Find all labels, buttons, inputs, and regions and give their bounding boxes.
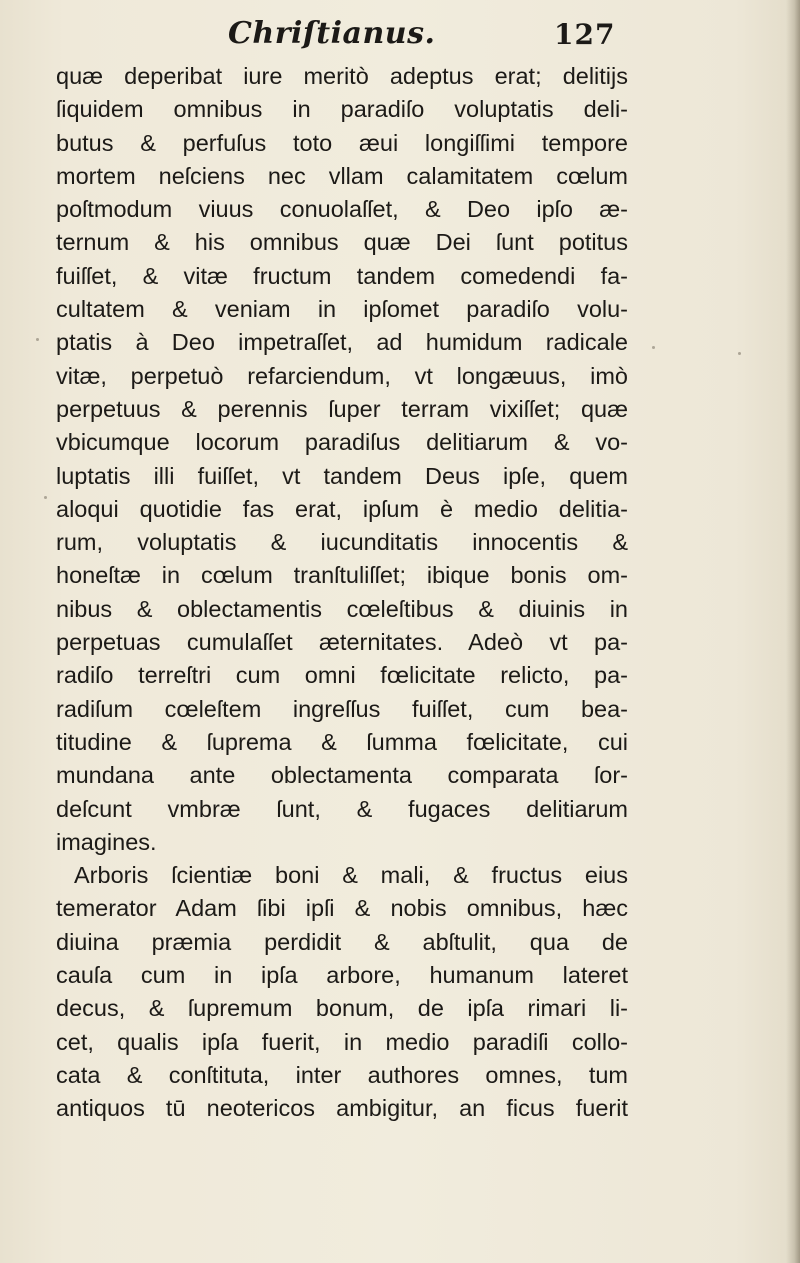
text-line: cultatem & veniam in ipſomet paradiſo volu- [56,296,628,323]
text-line: mortem neſciens nec vllam calamitatem cœlum [56,162,628,189]
text-line: ternum & his omnibus quæ Dei ſunt potitus [56,229,628,256]
text-line: perpetuas cumulaſſet æternitates. Adeò vt pa- [56,629,628,656]
page-edge-shadow [786,0,800,1263]
paragraph-start-line: Arboris ſcientiæ boni & mali, & fructus eius [74,862,628,889]
paper-speck [36,338,39,341]
text-line: temerator Adam ſibi ipſi & nobis omnibus, hæc [56,895,628,922]
page-number: 127 [554,18,616,51]
paper-speck [44,496,47,499]
paragraph-end-line: imagines. [56,828,157,855]
text-line: mundana ante oblectamenta comparata ſor- [56,762,628,789]
page-header [60,12,640,62]
text-line: cet, qualis ipſa fuerit, in medio paradiſi collo- [56,1028,628,1055]
text-line: cauſa cum in ipſa arbore, humanum lateret [56,962,628,989]
text-line: radiſum cœleſtem ingreſſus fuiſſet, cum bea- [56,695,628,722]
text-line: radiſo terreſtri cum omni fœlicitate relicto, pa- [56,662,628,689]
text-line: butus & perfuſus toto æui longiſſimi tempore [56,129,628,156]
body-text [56,60,628,1126]
text-line: rum, voluptatis & iucunditatis innocentis & [56,529,628,556]
text-line: titudine & ſuprema & ſumma fœlicitate, cui [56,728,628,755]
text-line: diuina præmia perdidit & abſtulit, qua de [56,928,628,955]
text-line: vbicumque locorum paradiſus delitiarum & vo- [56,429,628,456]
text-line: decus, & ſupremum bonum, de ipſa rimari li- [56,995,628,1022]
text-line: honeſtæ in cœlum tranſtuliſſet; ibique bonis om- [56,562,628,589]
text-line: quæ deperibat iure meritò adeptus erat; delitijs [56,63,628,89]
text-line: ſiquidem omnibus in paradiſo voluptatis deli- [56,96,628,123]
text-line: ptatis à Deo impetraſſet, ad humidum radicale [56,329,628,356]
text-line: vitæ, perpetuò refarciendum, vt longæuus, imò [56,362,628,389]
text-line: poſtmodum viuus conuolaſſet, & Deo ipſo æ- [56,196,628,223]
text-line: deſcunt vmbræ ſunt, & fugaces delitiarum [56,795,628,822]
paper-speck [738,352,741,355]
text-line: antiquos tū neotericos ambigitur, an ficus fuerit [56,1095,628,1122]
paper-speck [652,346,655,349]
text-line: fuiſſet, & vitæ fructum tandem comedendi fa- [56,262,628,289]
text-line: cata & conſtituta, inter authores omnes, tum [56,1061,628,1088]
running-head: Chriſtianus. [228,16,436,51]
text-line: luptatis illi fuiſſet, vt tandem Deus ipſe, quem [56,462,628,489]
text-line: nibus & oblectamentis cœleſtibus & diuinis in [56,595,628,622]
text-line: aloqui quotidie fas erat, ipſum è medio delitia- [56,495,628,522]
text-line: perpetuus & perennis ſuper terram vixiſſet; quæ [56,395,628,422]
